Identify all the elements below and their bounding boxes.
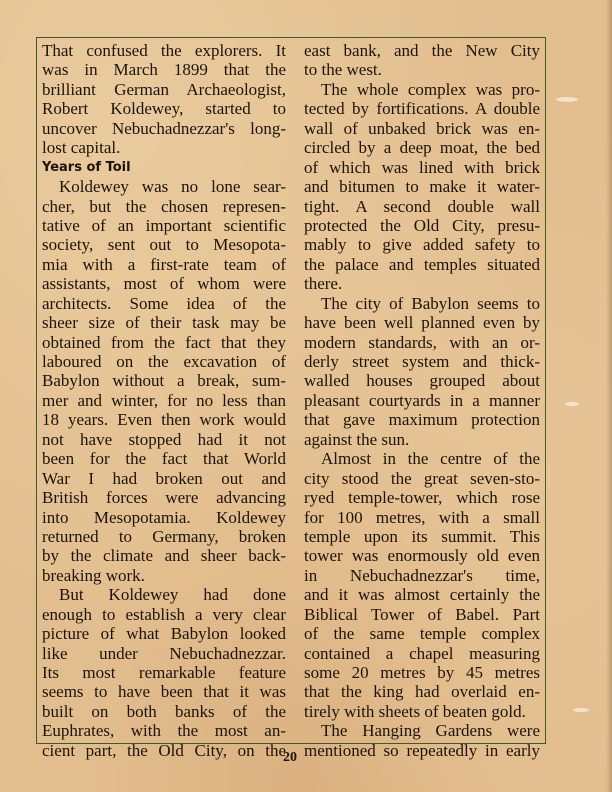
text-line: assistants, most of whom were bbox=[42, 274, 286, 294]
text-line: mentioned so repeatedly in early bbox=[304, 740, 540, 760]
text-line: breaking work. bbox=[42, 565, 145, 585]
paper-blemish bbox=[573, 708, 589, 712]
text-line: seems to have been that it was bbox=[42, 682, 286, 702]
text-line: wall of unbaked brick was en- bbox=[304, 118, 540, 138]
paragraph bbox=[304, 80, 540, 294]
text-line: ryed temple-tower, which rose bbox=[304, 488, 540, 508]
text-line: temple upon its summit. This bbox=[304, 526, 540, 546]
page-edge bbox=[606, 0, 612, 792]
text-line: The whole complex was pro- bbox=[321, 79, 540, 99]
text-line: contained a chapel measuring bbox=[304, 643, 540, 663]
paragraph bbox=[42, 585, 286, 760]
text-line: mer and winter, for no less than bbox=[42, 390, 286, 410]
text-line: of the same temple complex bbox=[304, 624, 540, 644]
text-line: War I had broken out and bbox=[42, 468, 286, 488]
paragraph bbox=[42, 41, 286, 158]
left-column bbox=[42, 41, 286, 760]
text-line: British forces were advancing bbox=[42, 488, 286, 508]
text-line: tected by fortifications. A double bbox=[304, 99, 540, 119]
paragraph bbox=[304, 294, 540, 450]
text-line: tight. A second double wall bbox=[304, 196, 540, 216]
text-line: tative of an important scientific bbox=[42, 215, 286, 235]
text-line: returned to Germany, broken bbox=[42, 526, 286, 546]
text-line: been for the fact that World bbox=[42, 449, 286, 469]
text-line: cient part, the Old City, on the bbox=[42, 740, 286, 760]
text-line: derly street system and thick- bbox=[304, 352, 540, 371]
text-line: modern standards, with an or- bbox=[304, 332, 540, 352]
text-line: some 20 metres by 45 metres bbox=[304, 663, 540, 682]
paragraph bbox=[304, 41, 540, 80]
text-line: But Koldewey had done bbox=[59, 585, 286, 605]
right-column bbox=[304, 41, 540, 760]
text-line: architects. Some idea of the bbox=[42, 293, 286, 313]
text-line: tirely with sheets of beaten gold. bbox=[304, 701, 526, 721]
text-line: have been well planned even by bbox=[304, 313, 540, 333]
text-line: enough to establish a very clear bbox=[42, 604, 286, 624]
text-line: Its most remarkable feature bbox=[42, 663, 286, 682]
text-line: not have stopped had it not bbox=[42, 429, 286, 449]
text-line: for 100 metres, with a small bbox=[304, 507, 540, 527]
paper-blemish bbox=[565, 402, 579, 406]
text-line: Biblical Tower of Babel. Part bbox=[304, 604, 540, 624]
text-line: against the sun. bbox=[304, 429, 410, 449]
text-line: picture of what Babylon looked bbox=[42, 624, 286, 644]
text-line: of which was lined with brick bbox=[304, 157, 540, 177]
text-line: 18 years. Even then work would bbox=[42, 410, 286, 430]
text-line: lost capital. bbox=[42, 138, 121, 158]
text-line: sheer size of their task may be bbox=[42, 313, 286, 333]
text-line: the palace and temples situated bbox=[304, 254, 540, 274]
text-line: was in March 1899 that the bbox=[42, 60, 286, 80]
text-line: The Hanging Gardens were bbox=[321, 721, 540, 741]
text-line: pleasant courtyards in a manner bbox=[304, 390, 540, 410]
text-line: mably to give added safety to bbox=[304, 235, 540, 255]
text-line: Koldewey was no lone sear- bbox=[59, 177, 286, 197]
paper-blemish bbox=[556, 97, 578, 102]
text-line: Robert Koldewey, started to bbox=[42, 99, 286, 119]
text-line: and bitumen to make it water- bbox=[304, 177, 540, 197]
text-line: in Nebuchadnezzar's time, bbox=[304, 565, 540, 585]
text-line: like under Nebuchadnezzar. bbox=[42, 643, 286, 663]
text-line: The city of Babylon seems to bbox=[321, 293, 540, 313]
page-number: 20 bbox=[283, 750, 297, 765]
text-line: circled by a deep moat, the bed bbox=[304, 138, 540, 158]
paragraph bbox=[304, 449, 540, 721]
text-line: by the climate and sheer back- bbox=[42, 546, 286, 566]
text-line: there. bbox=[304, 274, 343, 294]
text-line: walled houses grouped about bbox=[304, 371, 540, 391]
text-line: built on both banks of the bbox=[42, 701, 286, 721]
text-line: to the west. bbox=[304, 60, 382, 80]
text-line: and it was almost certainly the bbox=[304, 585, 540, 605]
text-line: east bank, and the New City bbox=[304, 41, 540, 60]
text-line: uncover Nebuchadnezzar's long- bbox=[42, 118, 286, 138]
text-line: city stood the great seven-sto- bbox=[304, 468, 540, 488]
text-line: Euphrates, with the most an- bbox=[42, 721, 286, 741]
text-line: cher, but the chosen represen- bbox=[42, 196, 286, 216]
paragraph bbox=[304, 721, 540, 760]
text-line: That confused the explorers. It bbox=[42, 41, 286, 60]
text-line: into Mesopotamia. Koldewey bbox=[42, 507, 286, 527]
text-line: Babylon without a break, sum- bbox=[42, 371, 286, 391]
text-line: Almost in the centre of the bbox=[321, 449, 540, 469]
text-line: mia with a first-rate team of bbox=[42, 254, 286, 274]
text-line: protected the Old City, presu- bbox=[304, 215, 540, 235]
text-line: laboured on the excavation of bbox=[42, 352, 286, 371]
text-line: society, sent out to Mesopota- bbox=[42, 235, 286, 255]
section-heading: Years of Toil bbox=[42, 159, 131, 175]
text-line: that gave maximum protection bbox=[304, 410, 540, 430]
text-line: tower was enormously old even bbox=[304, 546, 540, 566]
text-line: brilliant German Archaeologist, bbox=[42, 79, 286, 99]
paragraph bbox=[42, 177, 286, 585]
text-line: obtained from the fact that they bbox=[42, 332, 286, 352]
text-line: that the king had overlaid en- bbox=[304, 682, 540, 702]
